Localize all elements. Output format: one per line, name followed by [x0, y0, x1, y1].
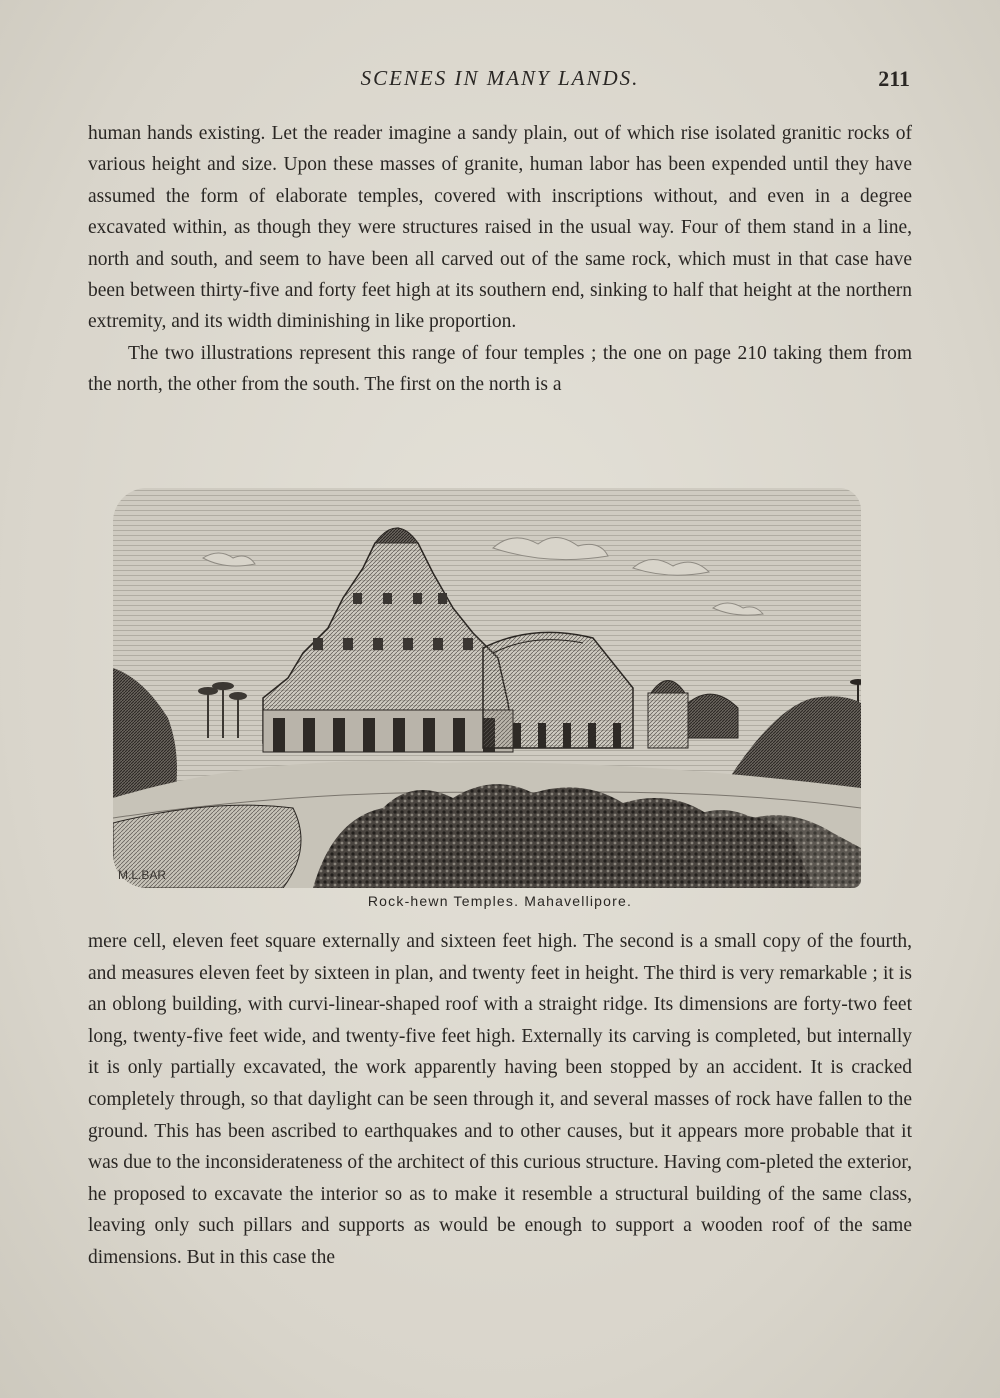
- temple-engraving: [113, 488, 861, 888]
- paragraph-description: mere cell, eleven feet square externally and sixteen feet high. The second is a small copy of the fourth, and measures eleven feet by sixteen in plan, and twenty feet in height. The third is very remarkable ; it is an oblong building, with curvi-linear-shaped roof with a straight ridge. Its dimensions are forty-two feet long, twenty-five feet wide, and twenty-five feet high. Externally its carving is completed, but internally it is only partially excavated, the work apparently having been stopped by an accident. It is cracked completely through, so that daylight can be seen through it, and several masses of rock have fallen to the ground. This has been ascribed to earthquakes and to other causes, but it appears more probable that it was due to the inconsiderateness of the architect of this curious structure. Having com-pleted the exterior, he proposed to excavate the interior so as to make it resemble a structural building of the same class, leaving only such pillars and supports as would be enough to support a wooden roof of the same dimensions. But in this case the: [88, 931, 912, 1268]
- running-head: [0, 66, 1000, 100]
- text-block-bottom: [88, 926, 912, 1274]
- page-number: 211: [878, 66, 910, 91]
- paragraph-illustrations: The two illustrations represent this range of four temples ; the one on page 210 taking them from the north, the other from the south. The first on the north is a: [88, 342, 912, 396]
- engraver-signature: M.L.BAR: [118, 868, 167, 882]
- paragraph-continuation: human hands existing. Let the reader imagine a sandy plain, out of which rise isolated granitic rocks of various height and size. Upon these masses of granite, human labor has been expended until they have assumed the form of elaborate temples, covered with inscriptions without, and even in a degree excavated within, as though they were structures raised in the usual way. Four of them stand in a line, north and south, and seem to have been all carved out of the same rock, which must in that case have been between thirty-five and forty feet high at its southern end, sinking to half that height at the northern extremity, and its width diminishing in like proportion.: [88, 123, 912, 333]
- engraving-illustration: [113, 488, 861, 888]
- figure-caption: Rock-hewn Temples. Mahavellipore.: [367, 893, 633, 909]
- running-title: SCENES IN MANY LANDS.: [360, 66, 640, 90]
- text-block-top: [88, 118, 912, 401]
